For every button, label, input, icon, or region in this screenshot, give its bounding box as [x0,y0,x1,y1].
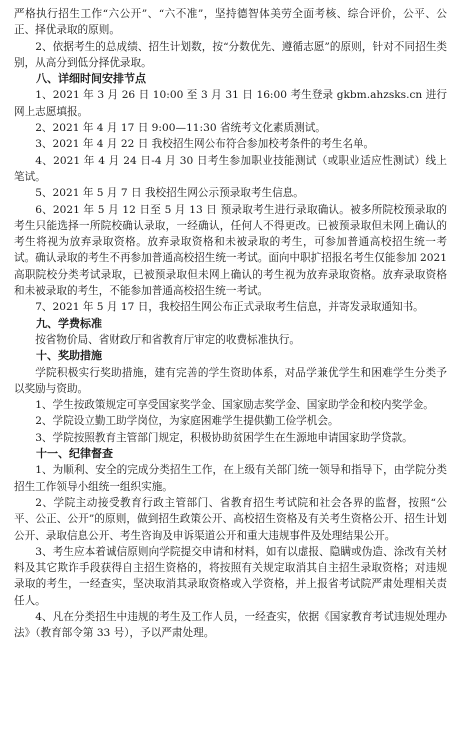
financial-aid-item-1: 1、学生按政策规定可享受国家奖学金、国家励志奖学金、国家助学金和校内奖学金。 [35,399,434,412]
schedule-item-2: 2、2021 年 4 月 17 日 9:00—11:30 省统考文化素质测试。 [35,122,326,135]
financial-aid-item-3: 3、学院按照教育主管部门规定，积极协助贫困学生在生源地申请国家助学贷款。 [35,431,413,444]
section-heading-tuition: 九、学费标准 [36,316,102,330]
financial-aid-item-2: 2、学院设立勤工助学岗位，为家庭困难学生提供勤工俭学机会。 [35,415,339,428]
discipline-item-2: 2、学院主动接受教育行政主管部门、省教育招生考试院和社会各界的监督，按照“公平、公正、公开”的原则，做到招生政策公开、高校招生资格及有关考生资格公开、招生计划公开、录取信息公开、考生咨询及申诉渠道公开和重大违规事件及处理结果公开。 [14,496,447,542]
paragraph-admission-rule-2: 2、依据考生的总成绩、招生计划数，按“分数优先、遵循志愿”的原则，针对不同招生类别，从高分到低分择优录取。 [14,40,447,69]
schedule-item-3: 3、2021 年 4 月 22 日 我校招生网公布符合参加校考条件的考生名单。 [35,138,375,151]
section-heading-discipline: 十一、纪律督查 [36,447,113,461]
tuition-text: 按省物价局、省财政厅和省教育厅审定的收费标准执行。 [35,333,301,346]
section-heading-financial-aid: 十、奖助措施 [36,349,102,363]
discipline-item-3: 3、考生应本着诚信原则向学院提交申请和材料，如有以虚报、隐瞒或伪造、涂改有关材料及其它欺诈手段获得自主招生资格的，将按照有关规定取消其自主招生录取资格；对违规录取的考生，一经查实，坚决取消其录取资格或入学资格，并上报省考试院严肃处理相关责任人。 [14,545,447,607]
financial-aid-intro: 学院积极实行奖助措施，建有完善的学生资助体系，对品学兼优学生和困难学生分类予以奖励与资助。 [14,366,447,395]
paragraph-intro-continuation: 严格执行招生工作“六公开”、“六不准”，坚持德智体美劳全面考核、综合评价，公平、公正、择优录取的原则。 [14,8,447,37]
schedule-item-7: 7、2021 年 5 月 17 日，我校招生网公布正式录取考生信息，并寄发录取通知书。 [35,301,424,314]
discipline-item-1: 1、为顺利、安全的完成分类招生工作，在上级有关部门统一领导和指导下，由学院分类招生工作领导小组统一组织实施。 [14,464,447,493]
section-heading-schedule: 八、详细时间安排节点 [36,72,146,86]
discipline-item-4: 4、凡在分类招生中违规的考生及工作人员，一经查实，依据《国家教育考试违规处理办法》（教育部令第 33 号），予以严肃处理。 [14,610,447,640]
schedule-item-5: 5、2021 年 5 月 7 日 我校招生网公示预录取考生信息。 [35,187,304,200]
schedule-item-6: 6、2021 年 5 月 12 日至 5 月 13 日 预录取考生进行录取确认。被多所院校预录取的考生只能选择一所院校确认录取，一经确认，任何人不得更改。已被预录取但未网上确认的考生将视为放弃录取资格。放弃录取资格和未被录取的考生，可参加普通高校招生统一考试。确认录取的考生不再参加普通高校招生统一考试。面向中职扩招报名考生仅能参加 2021 高职院校分类考试录取，已被预录取但未网上确认的考生视为放弃录取资格。放弃录取资格和未被录取的考生，不能参加普通高校招生统一考试。 [14,203,447,298]
schedule-item-1: 1、2021 年 3 月 26 日 10:00 至 3 月 31 日 16:00 考生登录 gkbm.ahzsks.cn 进行网上志愿填报。 [14,89,447,118]
schedule-item-4: 4、2021 年 4 月 24 日-4 月 30 日考生参加职业技能测试（或职业适应性测试）线上笔试。 [14,154,447,183]
